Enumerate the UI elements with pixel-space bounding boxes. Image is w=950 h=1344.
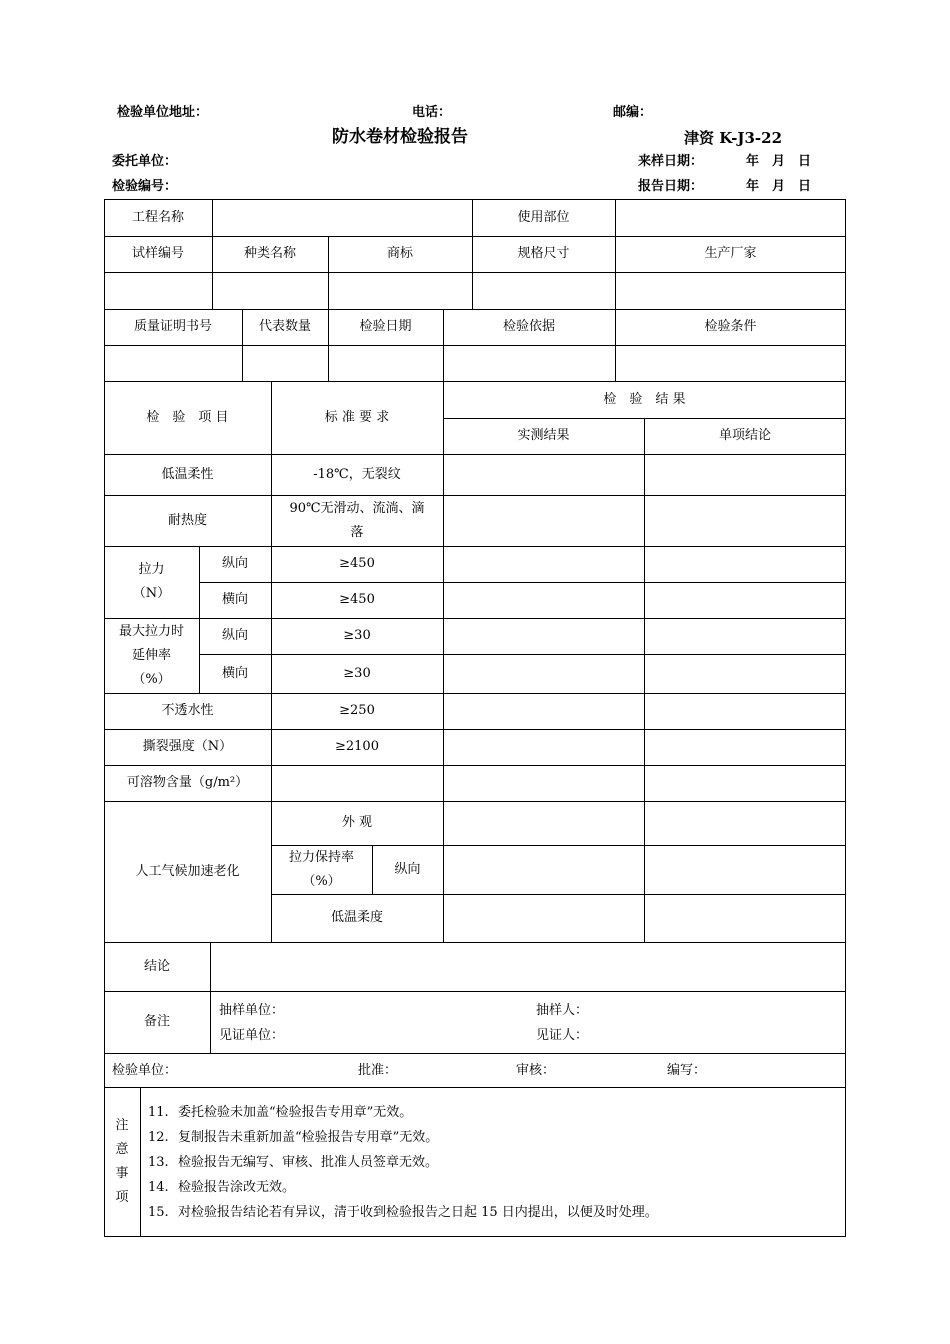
notes-label-char: 事 [115,1165,129,1181]
conclusion-label: 结论 [143,958,170,974]
test-date-label: 检验日期 [359,319,412,334]
report-date-value: 年 月 日 [746,179,812,194]
brand-label: 商标 [386,246,413,261]
type-name-label: 种类名称 [243,246,296,261]
note-text: 检验报告涂改无效。 [178,1180,296,1195]
inspection-unit-label: 检验单位： [112,1063,178,1078]
tensile-transverse-label: 横向 [221,592,248,607]
heat-resist-std-line2: 落 [350,524,364,540]
manufacturer-label: 生产厂家 [704,246,757,261]
tear-strength-std: ≥2100 [335,739,379,754]
sampling-unit-label: 抽样单位： [219,1003,285,1018]
appearance-label: 外 观 [341,815,373,830]
elongation-label-line1: 最大拉力时 [118,623,184,639]
note-number: 12. [148,1130,169,1145]
sample-no-label: 试样编号 [131,246,184,261]
impermeability-label: 不透水性 [161,703,214,718]
measured-header: 实测结果 [517,428,570,443]
tensile-retention-line1: 拉力保持率 [288,849,354,865]
phone-label: 电话： [412,105,452,120]
note-text: 对检验报告结论若有异议，清于收到检验报告之日起 15 日内提出，以便及时处理。 [178,1205,658,1220]
notes-label-char: 项 [115,1189,129,1205]
note-item [148,1156,438,1169]
low-temp-flex-std: -18℃，无裂纹 [313,466,401,482]
soluble-content-label: 可溶物含量（g/m²） [126,775,249,790]
note-number: 11. [148,1105,169,1120]
note-number: 15. [148,1205,169,1220]
report-date-label: 报告日期： [638,179,704,194]
client-label: 委托单位： [112,154,178,169]
note-item [148,1106,412,1119]
spec-size-label: 规格尺寸 [517,246,570,261]
low-temp-flex-label: 低温柔性 [161,466,214,482]
elongation-transverse-std: ≥30 [343,665,371,681]
sample-date-label: 来样日期： [638,154,704,169]
tensile-label-line1: 拉力 [138,562,165,577]
note-text: 委托检验未加盖“检验报告专用章”无效。 [178,1105,413,1120]
tensile-retention-label [271,845,372,894]
sampler-label: 抽样人： [536,1003,589,1018]
postcode-label: 邮编： [613,105,653,120]
tear-strength-label: 撕裂强度（N） [142,739,233,754]
tensile-longitudinal-label: 纵向 [221,556,248,571]
test-item-header: 检 验 项 目 [146,409,229,425]
note-item [148,1131,438,1144]
impermeability-std: ≥250 [339,703,375,718]
tensile-longitudinal-std: ≥450 [339,556,375,571]
note-item [148,1206,658,1219]
sample-date-value: 年 月 日 [746,154,812,169]
note-item [148,1181,295,1194]
note-number: 13. [148,1155,169,1170]
heat-resist-label: 耐热度 [167,512,207,528]
aging-low-temp-label: 低温柔度 [330,910,383,925]
witness-unit-label: 见证单位： [219,1028,285,1043]
note-text: 检验报告无编写、审核、批准人员签章无效。 [178,1155,439,1170]
inspection-no-label: 检验编号： [112,179,178,194]
remarks-label: 备注 [143,1014,170,1029]
quality-cert-label: 质量证明书号 [133,319,212,334]
address-label: 检验单位地址： [117,105,209,120]
aging-label: 人工气候加速老化 [135,863,240,879]
tensile-retention-line2: （%） [302,873,341,889]
project-name-label: 工程名称 [131,209,184,225]
notes-label-char: 意 [115,1141,129,1157]
tensile-transverse-std: ≥450 [339,592,375,607]
rep-quantity-label: 代表数量 [258,319,311,334]
elongation-longitudinal-label: 纵向 [221,628,248,643]
form-code: 津资 K-J3-22 [684,129,783,147]
tensile-label-line2: （N） [132,586,171,601]
approve-label: 批准： [358,1063,398,1078]
test-condition-label: 检验条件 [704,319,757,334]
report-title: 防水卷材检验报告 [332,127,468,147]
heat-resist-std [271,495,443,546]
elongation-label [104,618,199,693]
test-basis-label: 检验依据 [502,319,555,334]
elongation-label-line3: （%） [132,671,171,687]
prepare-label: 编写： [667,1063,707,1078]
witness-label: 见证人： [536,1028,589,1043]
notes-label-char: 注 [115,1117,129,1133]
result-header: 检 验 结 果 [603,391,686,407]
heat-resist-std-line1: 90℃无滑动、流淌、滴 [289,500,425,516]
review-label: 审核： [516,1063,556,1078]
notes-label [104,1087,140,1236]
aging-longitudinal-label: 纵向 [394,861,421,877]
conclusion-header: 单项结论 [718,428,771,443]
note-text: 复制报告未重新加盖“检验报告专用章”无效。 [178,1130,439,1145]
elongation-longitudinal-std: ≥30 [343,628,371,643]
note-number: 14. [148,1180,169,1195]
tensile-label [104,546,199,618]
elongation-label-line2: 延伸率 [131,647,171,663]
elongation-transverse-label: 横向 [221,665,248,681]
use-location-label: 使用部位 [517,209,570,225]
standard-header: 标 准 要 求 [324,409,390,425]
